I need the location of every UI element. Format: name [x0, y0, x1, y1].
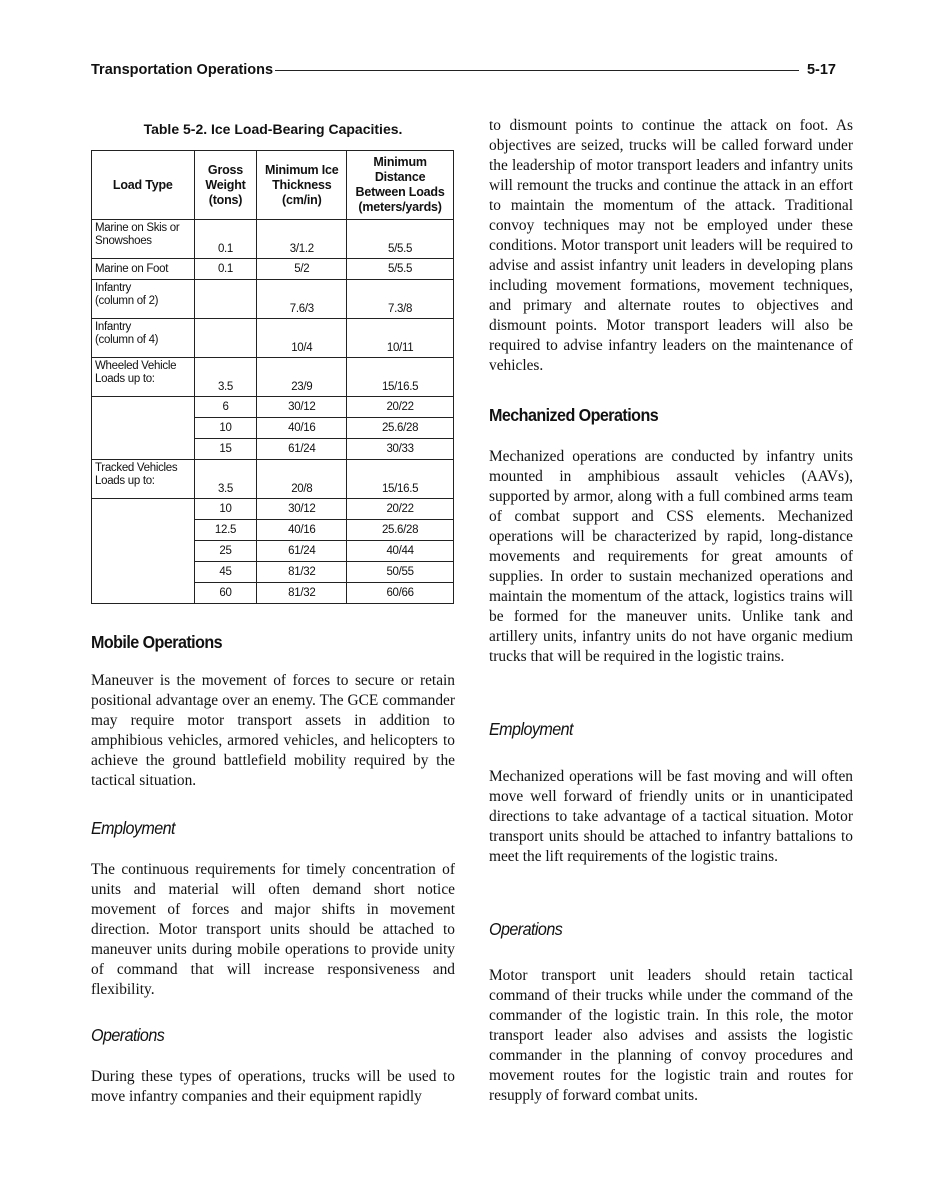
section-title: Transportation Operations: [91, 62, 274, 78]
cell-weight: 45: [194, 562, 257, 583]
cell-load-type: Marine on Foot: [92, 259, 195, 280]
table-row: [92, 460, 454, 499]
col-header-gross-weight: Gross Weight (tons): [194, 151, 257, 220]
cell-distance: 50/55: [347, 562, 454, 583]
table-row: [92, 319, 454, 358]
cell-load-type-empty: [92, 499, 195, 604]
page-number: 5-17: [806, 62, 836, 78]
cell-thickness: 40/16: [257, 520, 347, 541]
cell-weight: [194, 319, 257, 358]
cell-thickness: 40/16: [257, 418, 347, 439]
cell-weight: 60: [194, 583, 257, 604]
cell-thickness: 61/24: [257, 541, 347, 562]
cell-thickness: 30/12: [257, 397, 347, 418]
heading-mobile-operations: Mobile Operations: [91, 632, 223, 652]
heading-employment-right: Employment: [489, 719, 573, 739]
cell-load-type: Infantry (column of 2): [92, 280, 195, 319]
left-column: [91, 116, 455, 1105]
cell-thickness: 5/2: [257, 259, 347, 280]
paragraph-employment-left: The continuous requirements for timely concentration of units and material will often demand short notice movement of forces and major shifts in movement direction. Motor transport units should be attached to maneuver units during mobile operations to provide unity of command that will increase responsiveness and flexibility.: [91, 861, 455, 998]
cell-thickness: 81/32: [257, 562, 347, 583]
col-header-distance: Minimum Distance Between Loads (meters/yards): [347, 151, 454, 220]
cell-weight: 6: [194, 397, 257, 418]
ice-load-table: [91, 150, 454, 604]
paragraph-mechanized-operations: Mechanized operations are conducted by infantry units mounted in amphibious assault vehicles (AAVs), supported by armor, along with a full combined arms team of combat support and CSS elements. Mechanized operations will be characterized by rapid, long-distance movements and requirements for great amounts of supplies. In order to sustain mechanized operations and maintain the momentum of the attack, logistics trains will be formed for the maneuver units. Unlike tank and artillery units, infantry units do not have organic medium trucks that will be required in the logistic trains.: [489, 448, 853, 665]
cell-distance: 15/16.5: [347, 358, 454, 397]
table-header-row: [92, 151, 454, 220]
paragraph-continued: to dismount points to continue the attack on foot. As objectives are seized, trucks will be called forward under the leadership of motor transport leaders and infantry units will remount the trucks and continue the attack in an effort to maintain the momentum of the attack. Traditional convoy techniques may not be employed under these conditions. Motor transport unit leaders will be required to advise and assist infantry unit leaders in developing plans including movement formations, movement techniques, and primary and alternate routes to objectives and dismount points. Motor transport leaders will also be required to advise infantry leaders on the maintenance of vehicles.: [489, 117, 853, 374]
cell-load-type: Wheeled Vehicle Loads up to:: [92, 358, 195, 397]
cell-weight: 10: [194, 499, 257, 520]
paragraph-employment-right: Mechanized operations will be fast moving and will often move well forward of friendly units or in unanticipated directions to take advantage of a tactical situation. Motor transport units should be attached to infantry battalions to meet the lift requirements of the logistic trains.: [489, 768, 853, 865]
cell-weight: 12.5: [194, 520, 257, 541]
cell-thickness: 7.6/3: [257, 280, 347, 319]
cell-thickness: 3/1.2: [257, 220, 347, 259]
cell-distance: 25.6/28: [347, 418, 454, 439]
paragraph-operations-right: Motor transport unit leaders should retain tactical command of their trucks while under the command of the commander of the logistic train. In this role, the motor transport leader also advises and assists the logistic commander in the planning of convoy procedures and movement routes for the logistic train and routes for resupply of forward combat units.: [489, 967, 853, 1104]
paragraph-mobile-operations: Maneuver is the movement of forces to secure or retain positional advantage over an enemy. The GCE commander may require motor transport assets in addition to amphibious vehicles, armored vehicles, and helicopters to achieve the ground battlefield mobility required by the tactical situation.: [91, 672, 455, 789]
col-header-ice-thickness: Minimum Ice Thickness (cm/in): [257, 151, 347, 220]
cell-thickness: 23/9: [257, 358, 347, 397]
cell-weight: 0.1: [194, 259, 257, 280]
cell-distance: 7.3/8: [347, 280, 454, 319]
cell-load-type-empty: [92, 397, 195, 460]
cell-distance: 5/5.5: [347, 220, 454, 259]
cell-load-type: Tracked Vehicles Loads up to:: [92, 460, 195, 499]
heading-employment-left: Employment: [91, 818, 175, 838]
col-header-load-type: Load Type: [92, 151, 195, 220]
cell-weight: [194, 280, 257, 319]
header-rule: [275, 70, 799, 71]
cell-load-type: Marine on Skis or Snowshoes: [92, 220, 195, 259]
cell-thickness: 10/4: [257, 319, 347, 358]
cell-weight: 10: [194, 418, 257, 439]
cell-thickness: 30/12: [257, 499, 347, 520]
cell-load-type: Infantry (column of 4): [92, 319, 195, 358]
cell-distance: 15/16.5: [347, 460, 454, 499]
cell-distance: 20/22: [347, 397, 454, 418]
cell-distance: 10/11: [347, 319, 454, 358]
heading-operations-right: Operations: [489, 919, 563, 939]
cell-weight: 0.1: [194, 220, 257, 259]
cell-distance: 5/5.5: [347, 259, 454, 280]
table-row: [92, 499, 454, 520]
cell-distance: 20/22: [347, 499, 454, 520]
paragraph-operations-left: During these types of operations, trucks will be used to move infantry companies and their equipment rapidly: [91, 1068, 455, 1105]
cell-distance: 60/66: [347, 583, 454, 604]
cell-distance: 25.6/28: [347, 520, 454, 541]
table-row: [92, 259, 454, 280]
table-row: [92, 397, 454, 418]
cell-distance: 40/44: [347, 541, 454, 562]
table-row: [92, 220, 454, 259]
cell-thickness: 81/32: [257, 583, 347, 604]
cell-weight: 3.5: [194, 460, 257, 499]
running-header: [91, 59, 836, 81]
table-row: [92, 358, 454, 397]
cell-weight: 25: [194, 541, 257, 562]
cell-thickness: 61/24: [257, 439, 347, 460]
heading-mechanized-operations: Mechanized Operations: [489, 405, 659, 425]
cell-distance: 30/33: [347, 439, 454, 460]
table-caption: Table 5-2. Ice Load-Bearing Capacities.: [143, 121, 403, 137]
heading-operations-left: Operations: [91, 1025, 165, 1045]
cell-weight: 15: [194, 439, 257, 460]
table-row: [92, 280, 454, 319]
cell-thickness: 20/8: [257, 460, 347, 499]
cell-weight: 3.5: [194, 358, 257, 397]
